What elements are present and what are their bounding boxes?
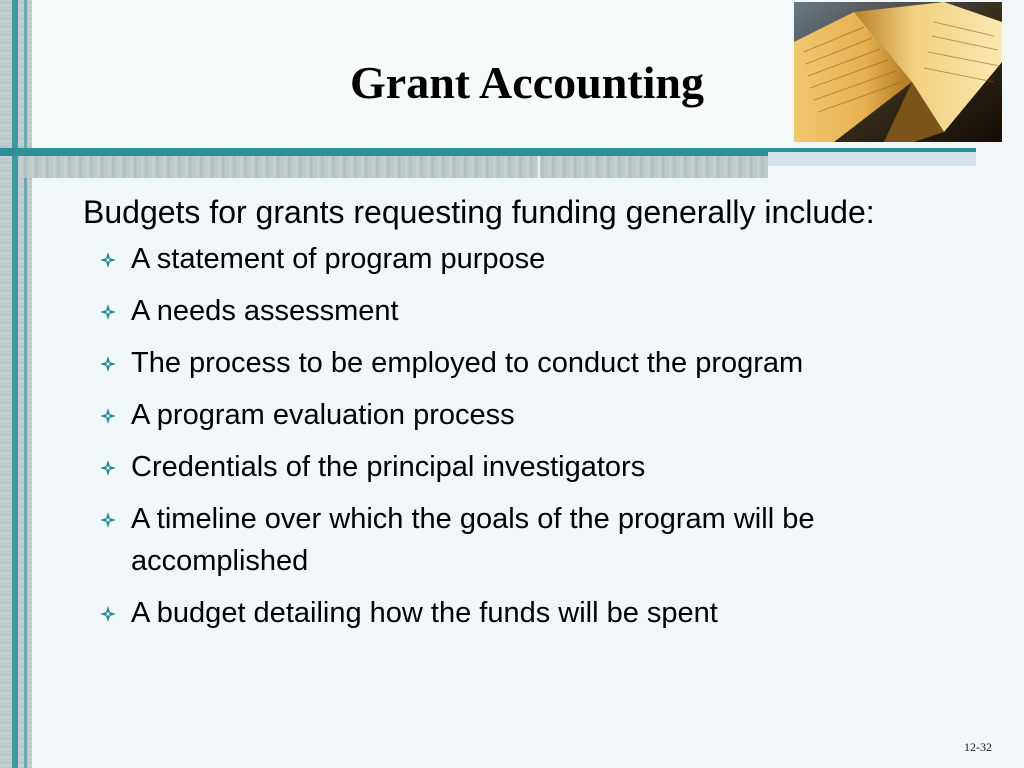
- bullet-item: [83, 290, 993, 332]
- bullet-text: A program evaluation process: [131, 399, 515, 431]
- light-accent-bar: [768, 152, 976, 166]
- bullet-text: A budget detailing how the funds will be spent: [131, 597, 718, 629]
- stone-bar-separator: [538, 156, 540, 178]
- page-number: 12-32: [964, 740, 992, 754]
- bullet-item: [83, 446, 993, 488]
- bullet-text: The process to be employed to conduct the program: [131, 347, 804, 379]
- bullet-item: [83, 394, 993, 436]
- stone-texture-bar: [18, 156, 768, 178]
- bullet-list: [83, 238, 993, 634]
- intro-text: Budgets for grants requesting funding generally include:: [83, 194, 875, 230]
- slide-content: [83, 190, 993, 644]
- bullet-item: [83, 498, 993, 582]
- bullet-text: A timeline over which the goals of the program will be accomplished: [131, 503, 815, 577]
- title-area: [32, 0, 792, 148]
- bullet-text: A needs assessment: [131, 295, 399, 327]
- four-petal-diamond-icon: [99, 511, 117, 529]
- left-teal-band: [12, 0, 18, 768]
- four-petal-diamond-icon: [99, 459, 117, 477]
- open-ledger-book-image: [794, 2, 1002, 142]
- four-petal-diamond-icon: [99, 251, 117, 269]
- bullet-item: [83, 592, 993, 634]
- four-petal-diamond-icon: [99, 407, 117, 425]
- slide-title: Grant Accounting: [350, 57, 704, 108]
- bullet-item: [83, 342, 993, 384]
- left-teal-band-thin: [24, 0, 27, 768]
- bullet-text: A statement of program purpose: [131, 243, 546, 275]
- bullet-text: Credentials of the principal investigators: [131, 451, 646, 483]
- four-petal-diamond-icon: [99, 605, 117, 623]
- four-petal-diamond-icon: [99, 303, 117, 321]
- four-petal-diamond-icon: [99, 355, 117, 373]
- bullet-item: [83, 238, 993, 280]
